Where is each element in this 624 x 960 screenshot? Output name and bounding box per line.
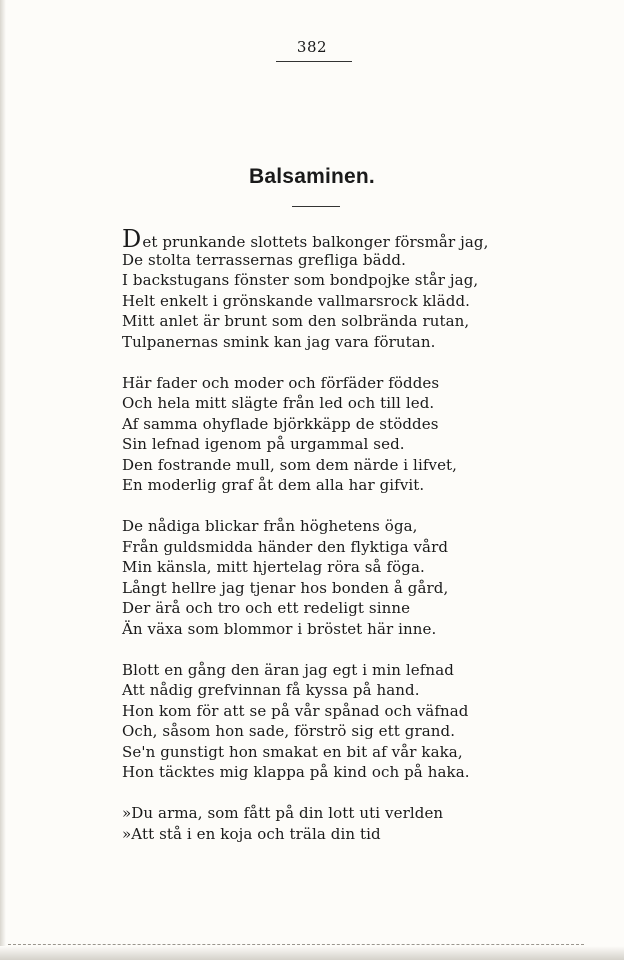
poem-line: Här fader och moder och förfäder föddes <box>122 373 440 392</box>
poem-line: Min känsla, mitt hjertelag röra så föga. <box>122 558 425 576</box>
poem-line: Och hela mitt slägte från led och till led. <box>122 394 435 412</box>
poem-line: Helt enkelt i grönskande vallmarsrock klädd. <box>122 291 471 310</box>
stanza-4 <box>122 660 592 783</box>
poem-line: Och, såsom hon sade, förströ sig ett grand. <box>122 722 456 740</box>
poem-line: De stolta terrassernas grefliga bädd. <box>122 250 406 269</box>
poem-line: »Att stå i en koja och träla din tid <box>122 824 381 843</box>
poem-line: Sin lefnad igenom på urgammal sed. <box>122 435 405 453</box>
poem-line: Att nådig grefvinnan få kyssa på hand. <box>122 681 420 699</box>
poem-line: Hon kom för att se på vår spånad och väfnad <box>122 701 469 720</box>
poem-line: Än växa som blommor i bröstet här inne. <box>122 619 437 638</box>
poem-line: Långt hellre jag tjenar hos bonden å gård, <box>122 578 449 597</box>
poem-line: En moderlig graf åt dem alla har gifvit. <box>122 476 425 494</box>
poem-line: Se'n gunstigt hon smakat en bit af vår kaka, <box>122 742 463 761</box>
stanza-2 <box>122 373 592 496</box>
poem-line: Blott en gång den äran jag egt i min lefnad <box>122 660 454 679</box>
poem-line: Af samma ohyflade björkkäpp de stöddes <box>122 414 439 433</box>
stanza-1 <box>122 225 592 352</box>
poem-line: Mitt anlet är brunt som den solbrända rutan, <box>122 312 470 330</box>
poem-body <box>122 225 592 865</box>
poem-line: Det prunkande slottets balkonger försmår jag, <box>122 225 489 253</box>
bottom-rule <box>8 944 584 945</box>
drop-cap: D <box>122 225 142 253</box>
poem-line: Tulpanernas smink kan jag vara förutan. <box>122 332 436 351</box>
poem-title: Balsaminen. <box>249 165 375 188</box>
title-rule <box>292 206 340 207</box>
poem-line: Der ärå och tro och ett redeligt sinne <box>122 599 411 617</box>
poem-line: Den fostrande mull, som dem närde i lifvet, <box>122 455 458 474</box>
poem-line: Från guldsmidda händer den flyktiga vård <box>122 537 449 556</box>
page-number: 382 <box>296 38 328 56</box>
page-bottom-edge <box>0 946 624 960</box>
poem-line: I backstugans fönster som bondpojke står jag, <box>122 271 479 289</box>
page-edge <box>0 0 6 960</box>
page-number-rule <box>276 61 352 62</box>
poem-line: »Du arma, som fått på din lott uti verlden <box>122 804 444 822</box>
stanza-3 <box>122 516 592 639</box>
poem-line: De nådiga blickar från höghetens öga, <box>122 517 418 535</box>
stanza-5 <box>122 803 592 844</box>
poem-line: Hon täcktes mig klappa på kind och på haka. <box>122 763 470 781</box>
